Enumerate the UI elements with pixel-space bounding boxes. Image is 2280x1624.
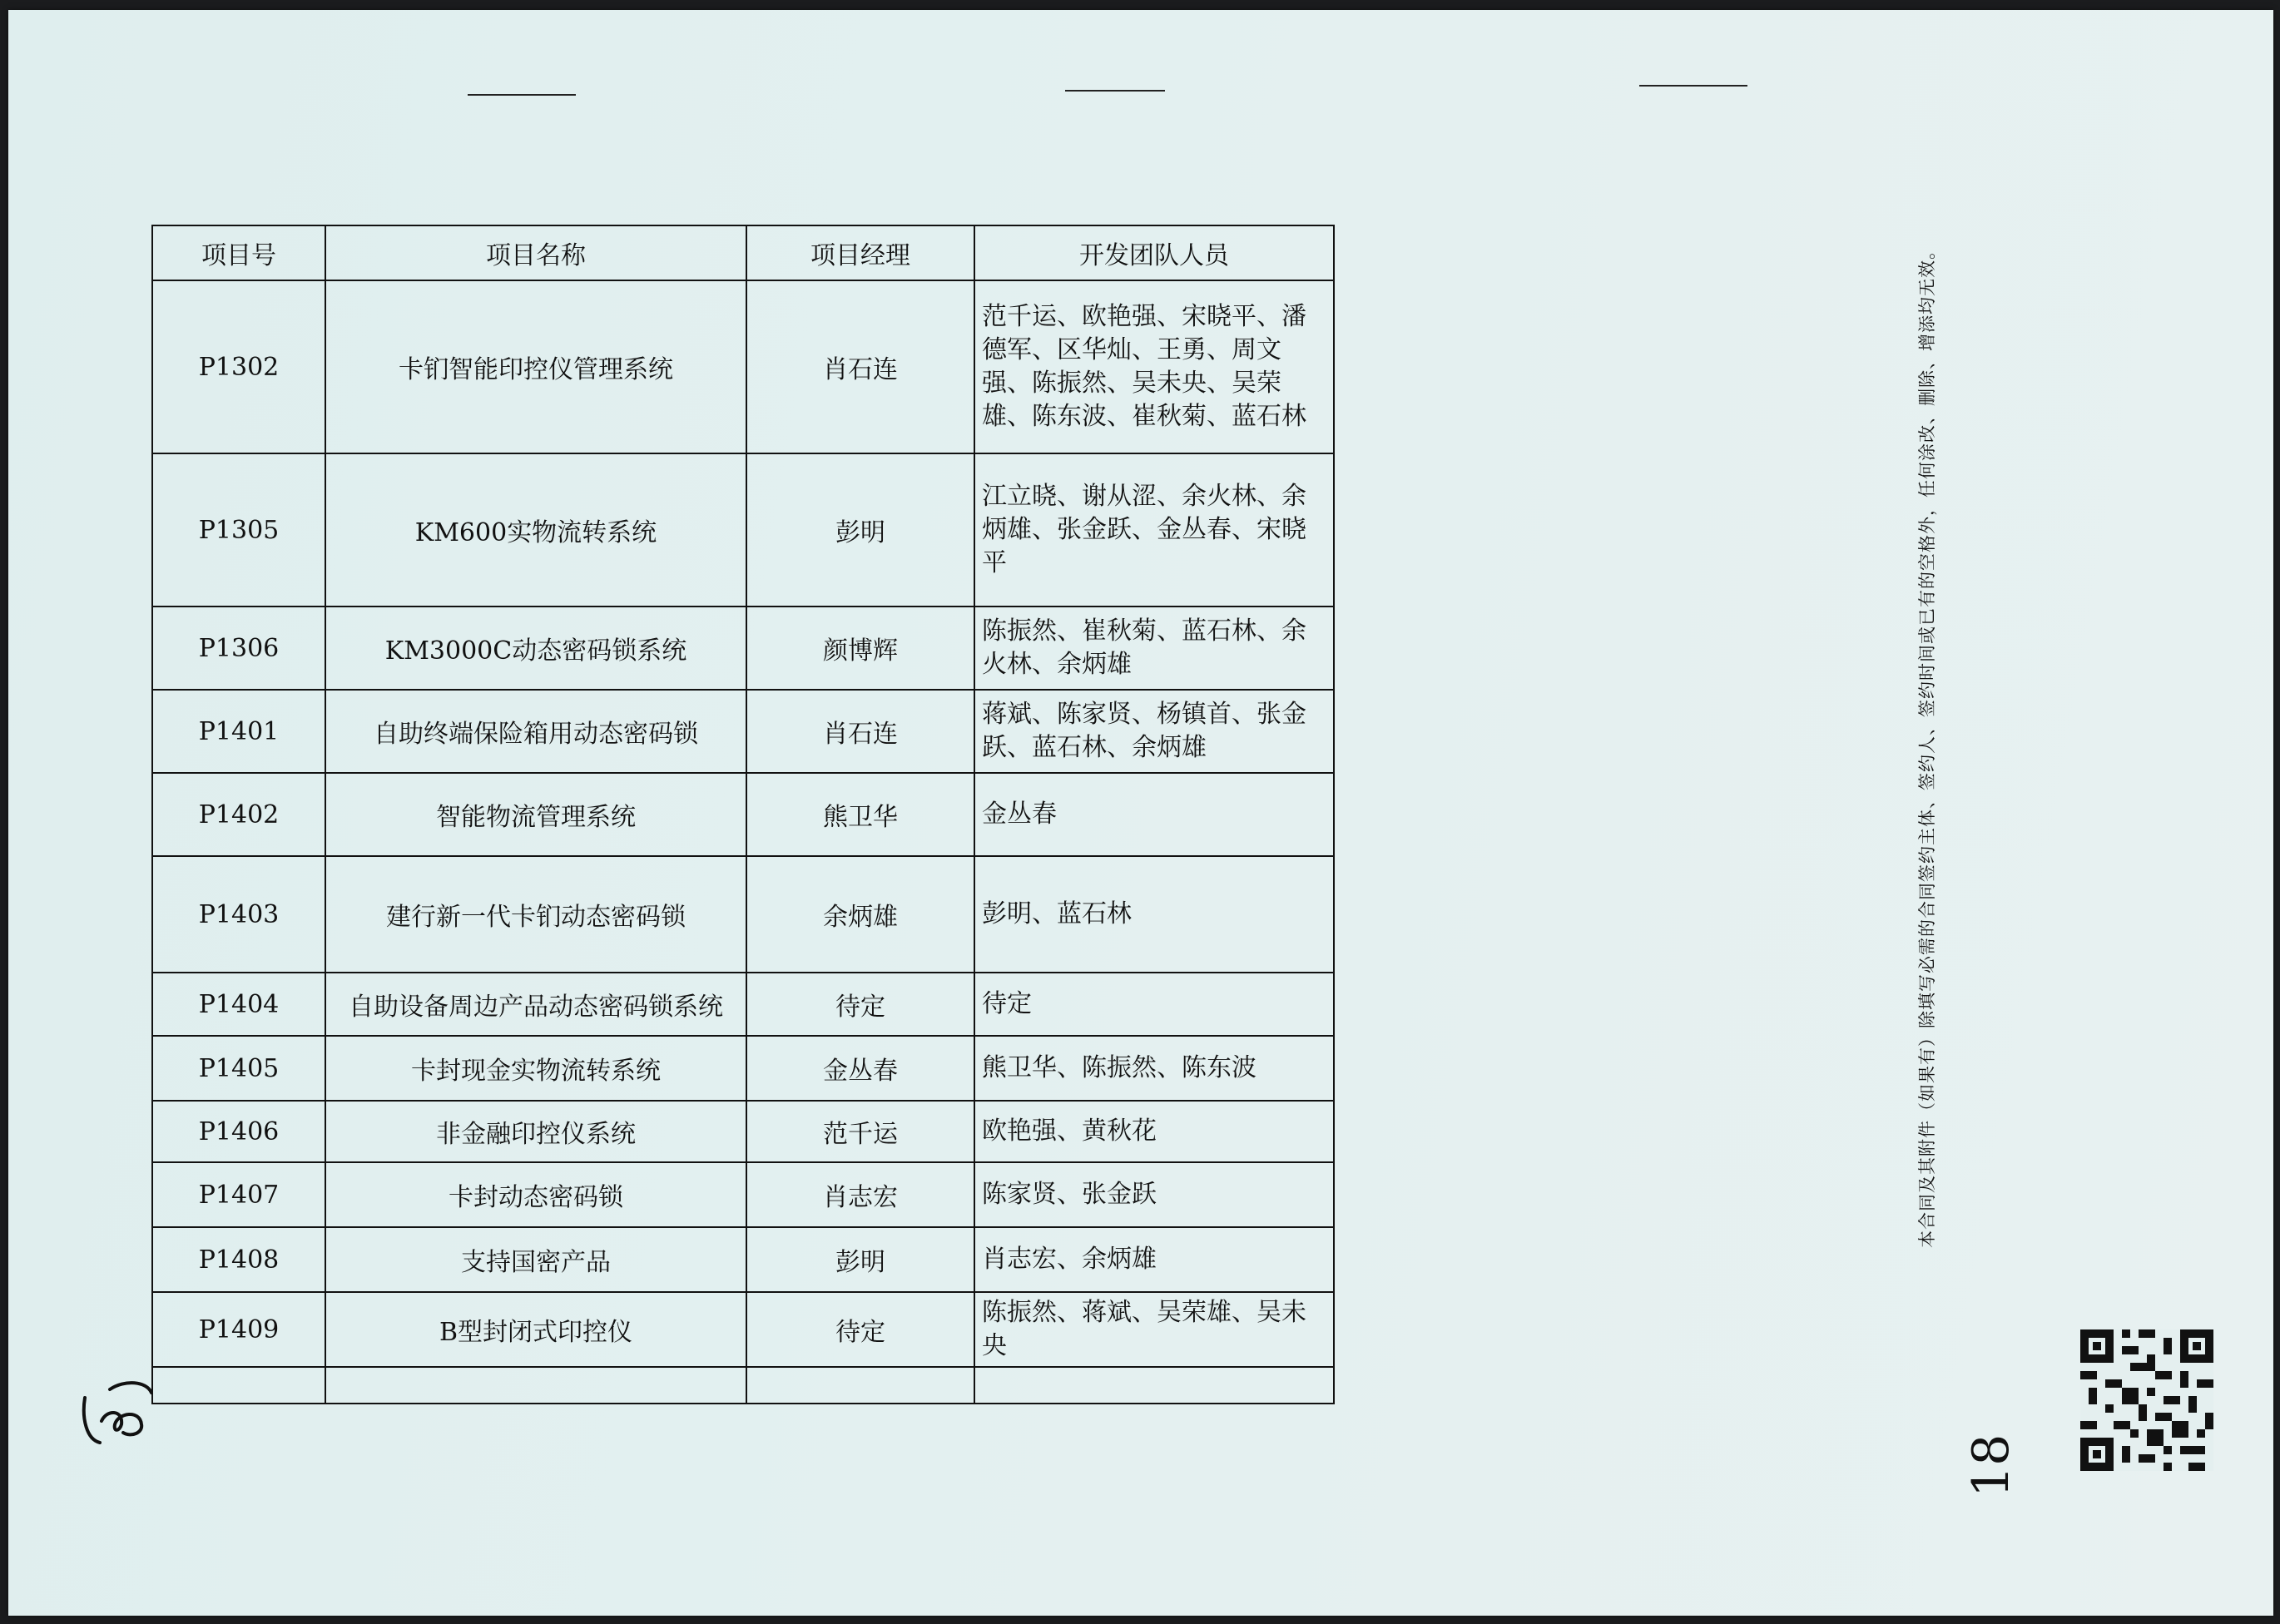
cell-project-id: P1409 — [152, 1292, 325, 1367]
cell-team: 陈家贤、张金跃 — [974, 1162, 1334, 1227]
empty-cell — [152, 1367, 325, 1404]
header-project-manager: 项目经理 — [746, 225, 974, 280]
table-row — [152, 690, 1334, 773]
cell-manager: 金丛春 — [746, 1036, 974, 1101]
table-row — [152, 453, 1334, 607]
cell-project-id: P1306 — [152, 607, 325, 690]
table-row — [152, 773, 1334, 856]
cell-manager: 肖志宏 — [746, 1162, 974, 1227]
edge-mark — [1639, 85, 1747, 87]
cell-manager: 余炳雄 — [746, 856, 974, 973]
cell-manager: 颜博辉 — [746, 607, 974, 690]
empty-cell — [746, 1367, 974, 1404]
cell-project-name: 卡钔智能印控仪管理系统 — [325, 280, 746, 453]
handwritten-mark — [77, 1373, 156, 1448]
cell-project-name: B型封闭式印控仪 — [325, 1292, 746, 1367]
cell-project-name: 非金融印控仪系统 — [325, 1101, 746, 1162]
cell-project-name: 智能物流管理系统 — [325, 773, 746, 856]
cell-team: 彭明、蓝石林 — [974, 856, 1334, 973]
cell-manager: 范千运 — [746, 1101, 974, 1162]
cell-manager: 彭明 — [746, 453, 974, 607]
cell-manager: 肖石连 — [746, 690, 974, 773]
edge-mark — [468, 94, 576, 96]
cell-team: 蒋斌、陈家贤、杨镇首、张金跃、蓝石林、余炳雄 — [974, 690, 1334, 773]
header-project-name: 项目名称 — [325, 225, 746, 280]
cell-manager: 彭明 — [746, 1227, 974, 1292]
cell-project-name: 支持国密产品 — [325, 1227, 746, 1292]
cell-project-name: 自助终端保险箱用动态密码锁 — [325, 690, 746, 773]
table-row — [152, 973, 1334, 1036]
cell-manager: 熊卫华 — [746, 773, 974, 856]
cell-project-id: P1305 — [152, 453, 325, 607]
header-dev-team: 开发团队人员 — [974, 225, 1334, 280]
empty-cell — [974, 1367, 1334, 1404]
cell-project-name: 建行新一代卡钔动态密码锁 — [325, 856, 746, 973]
cell-project-name: 卡封动态密码锁 — [325, 1162, 746, 1227]
cell-project-name: KM3000C动态密码锁系统 — [325, 607, 746, 690]
table-row — [152, 1101, 1334, 1162]
cell-team: 欧艳强、黄秋花 — [974, 1101, 1334, 1162]
table-row-empty — [152, 1367, 1334, 1404]
cell-team: 待定 — [974, 973, 1334, 1036]
cell-team: 陈振然、蒋斌、吴荣雄、吴未央 — [974, 1292, 1334, 1367]
page-number: 18 — [1962, 1433, 2020, 1498]
cell-project-id: P1302 — [152, 280, 325, 453]
cell-project-name: 卡封现金实物流转系统 — [325, 1036, 746, 1101]
cell-team: 熊卫华、陈振然、陈东波 — [974, 1036, 1334, 1101]
table-row — [152, 1227, 1334, 1292]
table-row — [152, 607, 1334, 690]
cell-team: 江立晓、谢从涩、余火林、余炳雄、张金跃、金丛春、宋晓平 — [974, 453, 1334, 607]
cell-manager: 待定 — [746, 1292, 974, 1367]
cell-manager: 肖石连 — [746, 280, 974, 453]
cell-manager: 待定 — [746, 973, 974, 1036]
cell-project-id: P1402 — [152, 773, 325, 856]
edge-mark — [1065, 90, 1165, 92]
table-row — [152, 856, 1334, 973]
table-row — [152, 1036, 1334, 1101]
cell-project-id: P1408 — [152, 1227, 325, 1292]
table-row — [152, 280, 1334, 453]
cell-project-id: P1405 — [152, 1036, 325, 1101]
cell-project-name: 自助设备周边产品动态密码锁系统 — [325, 973, 746, 1036]
empty-cell — [325, 1367, 746, 1404]
cell-team: 金丛春 — [974, 773, 1334, 856]
cell-team: 肖志宏、余炳雄 — [974, 1227, 1334, 1292]
cell-project-id: P1403 — [152, 856, 325, 973]
cell-project-name: KM600实物流转系统 — [325, 453, 746, 607]
header-project-id: 项目号 — [152, 225, 325, 280]
cell-project-id: P1406 — [152, 1101, 325, 1162]
table-row — [152, 1162, 1334, 1227]
table-header-row — [152, 225, 1334, 280]
cell-team: 陈振然、崔秋菊、蓝石林、余火林、余炳雄 — [974, 607, 1334, 690]
footnote-text: 本合同及其附件（如果有）除填写必需的合同签约主体、签约人、签约时间或已有的空格外，任何涂改、删除、增添均无效。 — [1917, 241, 1937, 1248]
qr-code-icon — [2080, 1329, 2213, 1471]
footnote — [1914, 241, 1945, 1248]
cell-project-id: P1407 — [152, 1162, 325, 1227]
cell-team: 范千运、欧艳强、宋晓平、潘德军、区华灿、王勇、周文强、陈振然、吴未央、吴荣雄、陈东波、崔秋菊、蓝石林 — [974, 280, 1334, 453]
cell-project-id: P1401 — [152, 690, 325, 773]
cell-project-id: P1404 — [152, 973, 325, 1036]
project-table — [151, 225, 1335, 1404]
table-row — [152, 1292, 1334, 1367]
